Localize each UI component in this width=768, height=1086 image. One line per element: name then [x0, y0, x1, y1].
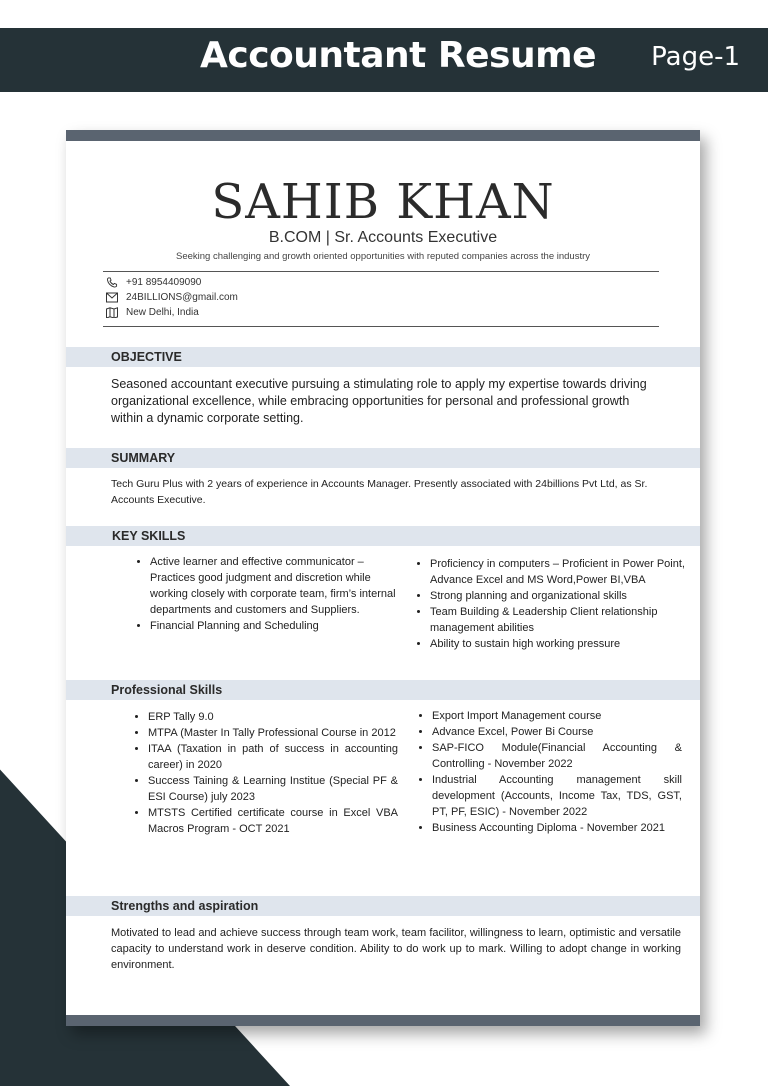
section-key-skills-header — [66, 526, 700, 546]
list-item: • Industrial Accounting management skill development (Accounts, Income Tax, TDS, GST, PT, PF, ESIC) - November 2022 — [432, 772, 682, 820]
list-item: • ERP Tally 9.0 — [148, 709, 398, 725]
section-summary-title: SUMMARY — [111, 451, 176, 465]
list-item: • ITAA (Taxation in path of success in accounting career) in 2020 — [148, 741, 398, 773]
strengths-text: Motivated to lead and achieve success through team work, team facilitor, willingness to learn, optimistic and versatile capacity to understand work in deserve condition. Ability to do work up to mark. Willing to adopt change in working environment. — [111, 927, 681, 971]
banner-title: Accountant Resume — [200, 35, 597, 76]
contact-email-text: 24BILLIONS@gmail.com — [126, 292, 238, 303]
mail-icon — [106, 292, 118, 303]
summary-text: Tech Guru Plus with 2 years of experience in Accounts Manager. Presently associated with 24billions Pvt Ltd, as Sr. Accounts Executive. — [111, 478, 648, 506]
candidate-tagline: Seeking challenging and growth oriented opportunities with reputed companies across the industry — [175, 251, 591, 262]
banner-page-number: Page-1 — [651, 42, 740, 72]
candidate-role: B.COM | Sr. Accounts Executive — [268, 229, 498, 246]
list-item: • Success Taining & Learning Institue (Special PF & ESI Course) july 2023 — [148, 773, 398, 805]
contact-location — [106, 307, 199, 318]
section-summary-header — [66, 448, 700, 468]
section-objective-header — [66, 347, 700, 367]
contact-email — [106, 292, 238, 303]
contact-phone-text: +91 8954409090 — [126, 277, 202, 288]
section-strengths-header — [66, 896, 700, 916]
section-key-skills-title: KEY SKILLS — [112, 529, 186, 543]
contact-location-text: New Delhi, India — [126, 307, 199, 318]
contact-divider — [103, 326, 659, 327]
paper-top-edge — [66, 130, 700, 141]
professional-skills-left-list — [132, 709, 398, 837]
list-item: • Financial Planning and Scheduling — [150, 618, 400, 634]
section-strengths-title: Strengths and aspiration — [111, 899, 259, 913]
objective-text: Seasoned accountant executive pursuing a stimulating role to apply my expertise towards driving organizational excellence, while embracing opportunities for personal and professional growth within a dynamic corporate setting. — [111, 377, 647, 425]
section-professional-skills-title: Professional Skills — [111, 683, 223, 697]
header-divider — [103, 271, 659, 272]
page-banner — [0, 28, 768, 92]
list-item: • MTSTS Certified certificate course in Excel VBA Macros Program - OCT 2021 — [148, 805, 398, 837]
phone-icon — [106, 277, 118, 288]
candidate-name: SAHIB KHAN — [211, 174, 555, 230]
list-item: • Export Import Management course — [432, 708, 682, 724]
section-objective-title: OBJECTIVE — [111, 350, 182, 364]
key-skills-right-list — [414, 556, 704, 652]
section-professional-skills-header — [66, 680, 700, 700]
list-item: • Ability to sustain high working pressure — [430, 636, 704, 652]
list-item: • Active learner and effective communicator – Practices good judgment and discretion while working closely with corporate team, firm’s internal departments and customers and Suppliers. — [150, 554, 400, 618]
key-skills-left-list — [134, 554, 400, 634]
list-item: • Team Building & Leadership Client relationship management abilities — [430, 604, 704, 636]
list-item: • Proficiency in computers – Proficient in Power Point, Advance Excel and MS Word,Power BI,VBA — [430, 556, 704, 588]
professional-skills-right-list — [416, 708, 682, 836]
list-item: • Business Accounting Diploma - November 2021 — [432, 820, 682, 836]
paper-bottom-edge — [66, 1015, 700, 1026]
resume-paper — [66, 130, 700, 1026]
list-item: • Strong planning and organizational skills — [430, 588, 704, 604]
list-item: • Advance Excel, Power Bi Course — [432, 724, 682, 740]
map-icon — [106, 307, 118, 318]
list-item: • MTPA (Master In Tally Professional Course in 2012 — [148, 725, 398, 741]
list-item: • SAP-FICO Module(Financial Accounting & Controlling - November 2022 — [432, 740, 682, 772]
contact-phone — [106, 277, 201, 288]
